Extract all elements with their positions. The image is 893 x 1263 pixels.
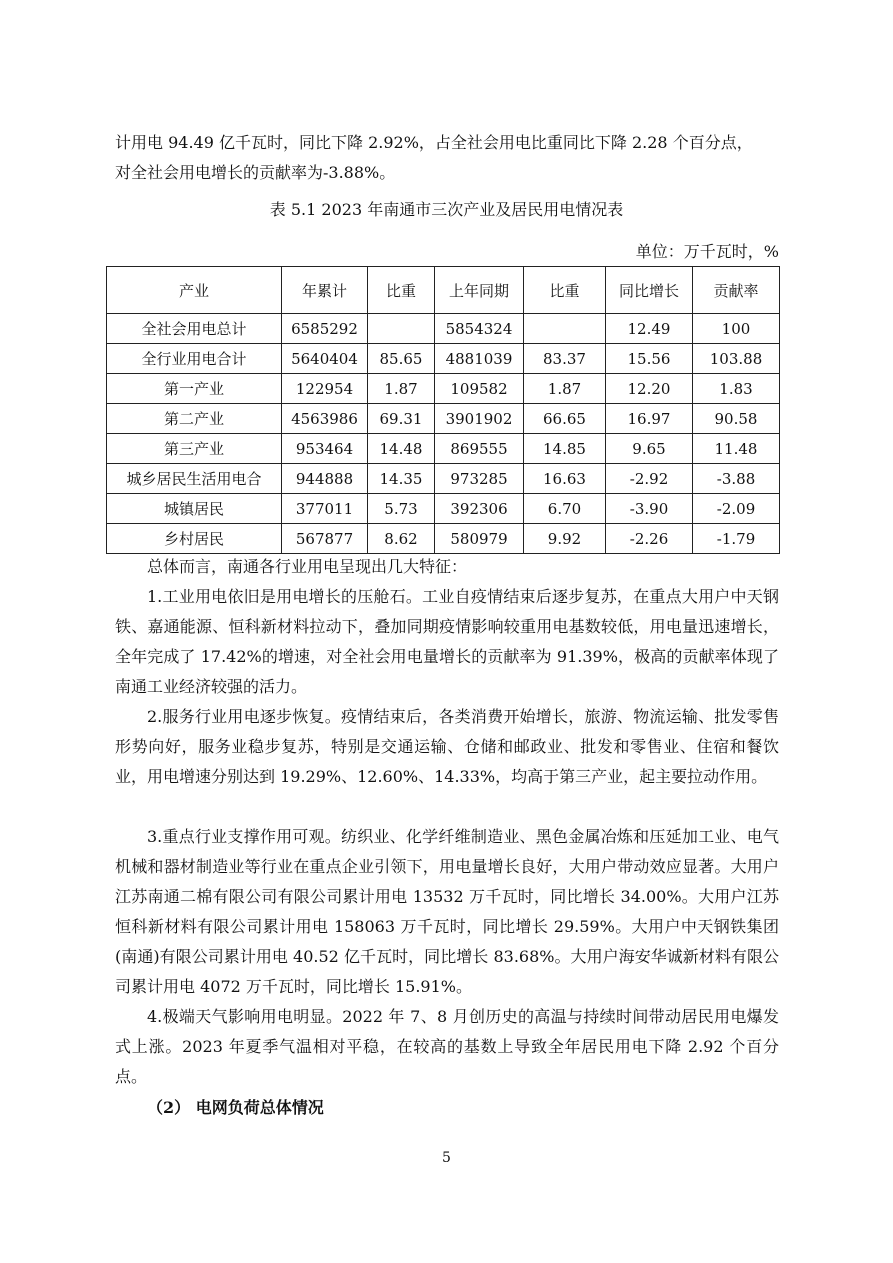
table-cell: 953464: [282, 434, 368, 464]
point-2-paragraph: 2.服务行业用电逐步恢复。疫情结束后，各类消费开始增长，旅游、物流运输、批发零售形势向好，服务业稳步复苏，特别是交通运输、仓储和邮政业、批发和零售业、住宿和餐饮业，用电增速分别达到 19.29%、12.60%、14.33%，均高于第三产业，起主要拉动作用。: [115, 707, 779, 786]
table-cell: -3.90: [606, 494, 693, 524]
table-cell: -3.88: [693, 464, 780, 494]
table-cell: 12.20: [606, 374, 693, 404]
table-cell: 5854324: [435, 314, 524, 344]
table-cell: 9.65: [606, 434, 693, 464]
header-industry: 产业: [107, 267, 282, 314]
table-cell: 12.49: [606, 314, 693, 344]
intro-line-2: 对全社会用电增长的贡献率为-3.88%。: [115, 163, 396, 182]
table-row: [107, 344, 780, 374]
table-cell: 全社会用电总计: [107, 314, 282, 344]
table-cell: 1.83: [693, 374, 780, 404]
table-cell: 103.88: [693, 344, 780, 374]
table-cell: 4881039: [435, 344, 524, 374]
table-cell: 122954: [282, 374, 368, 404]
table-cell: 580979: [435, 524, 524, 554]
table-cell: 100: [693, 314, 780, 344]
table-cell: 85.65: [368, 344, 435, 374]
table-row: [107, 314, 780, 344]
table-cell: -2.26: [606, 524, 693, 554]
table-cell: 全行业用电合计: [107, 344, 282, 374]
table-cell: 1.87: [524, 374, 606, 404]
table-row: [107, 434, 780, 464]
table-cell: 66.65: [524, 404, 606, 434]
table-cell: 第一产业: [107, 374, 282, 404]
table-row: [107, 464, 780, 494]
table-cell: 11.48: [693, 434, 780, 464]
table-cell: [368, 314, 435, 344]
table-cell: 第二产业: [107, 404, 282, 434]
header-annual-total: 年累计: [282, 267, 368, 314]
electricity-table: [106, 266, 780, 554]
point-3-paragraph: 3.重点行业支撑作用可观。纺织业、化学纤维制造业、黑色金属冶炼和压延加工业、电气机械和器材制造业等行业在重点企业引领下，用电量增长良好，大用户带动效应显著。大用户江苏南通二棉有限公司有限公司累计用电 13532 万千瓦时，同比增长 34.00%。大用户江苏恒科新材料有限公司累计用电 158063 万千瓦时，同比增长 29.59%。大用户中天钢铁集团(南通)有限公司累计用电 40.52 亿千瓦时，同比增长 83.68%。大用户海安华诚新材料有限公司累计用电 4072 万千瓦时，同比增长 15.91%。: [115, 827, 779, 996]
table-cell: 8.62: [368, 524, 435, 554]
table-cell: 377011: [282, 494, 368, 524]
header-share: 比重: [368, 267, 435, 314]
table-cell: 16.63: [524, 464, 606, 494]
table-cell: 14.85: [524, 434, 606, 464]
table-cell: 90.58: [693, 404, 780, 434]
intro-line-1: 计用电 94.49 亿千瓦时，同比下降 2.92%，占全社会用电比重同比下降 2.28 个百分点，: [115, 133, 753, 152]
table-cell: 15.56: [606, 344, 693, 374]
table-cell: 83.37: [524, 344, 606, 374]
table-cell: 5.73: [368, 494, 435, 524]
table-cell: 4563986: [282, 404, 368, 434]
table-cell: 6.70: [524, 494, 606, 524]
table-cell: 9.92: [524, 524, 606, 554]
table-cell: -2.09: [693, 494, 780, 524]
table-cell: 14.35: [368, 464, 435, 494]
header-yoy-growth: 同比增长: [606, 267, 693, 314]
table-row: [107, 374, 780, 404]
table-row: [107, 404, 780, 434]
table-cell: -1.79: [693, 524, 780, 554]
table-unit: 单位：万千瓦时，%: [635, 242, 779, 261]
table-row: [107, 524, 780, 554]
table-cell: 乡村居民: [107, 524, 282, 554]
table-cell: 16.97: [606, 404, 693, 434]
table-cell: 1.87: [368, 374, 435, 404]
table-caption: 表 5.1 2023 年南通市三次产业及居民用电情况表: [269, 200, 624, 219]
section-heading: （2） 电网负荷总体情况: [147, 1098, 324, 1117]
table-cell: [524, 314, 606, 344]
table-cell: 3901902: [435, 404, 524, 434]
table-cell: 869555: [435, 434, 524, 464]
point-1-paragraph: 1.工业用电依旧是用电增长的压舱石。工业自疫情结束后逐步复苏，在重点大用户中天钢铁、嘉通能源、恒科新材料拉动下，叠加同期疫情影响较重用电基数较低，用电量迅速增长，全年完成了 17.42%的增速，对全社会用电量增长的贡献率为 91.39%，极高的贡献率体现了南通工业经济较强的活力。: [115, 587, 779, 696]
table-row: [107, 494, 780, 524]
page-number: 5: [442, 1150, 451, 1166]
header-last-year: 上年同期: [435, 267, 524, 314]
table-cell: 6585292: [282, 314, 368, 344]
header-last-year-share: 比重: [524, 267, 606, 314]
table-cell: 城乡居民生活用电合: [107, 464, 282, 494]
table-cell: 973285: [435, 464, 524, 494]
table-cell: -2.92: [606, 464, 693, 494]
table-header-row: [107, 267, 780, 314]
table-cell: 69.31: [368, 404, 435, 434]
table-cell: 944888: [282, 464, 368, 494]
header-contribution: 贡献率: [693, 267, 780, 314]
point-4-paragraph: 4.极端天气影响用电明显。2022 年 7、8 月创历史的高温与持续时间带动居民用电爆发式上涨。2023 年夏季气温相对平稳，在较高的基数上导致全年居民用电下降 2.92 个百分点。: [115, 1007, 779, 1086]
table-cell: 5640404: [282, 344, 368, 374]
table-cell: 392306: [435, 494, 524, 524]
summary-paragraph: 总体而言，南通各行业用电呈现出几大特征：: [147, 557, 468, 576]
table-cell: 城镇居民: [107, 494, 282, 524]
table-cell: 109582: [435, 374, 524, 404]
table-cell: 14.48: [368, 434, 435, 464]
table-cell: 第三产业: [107, 434, 282, 464]
table-cell: 567877: [282, 524, 368, 554]
